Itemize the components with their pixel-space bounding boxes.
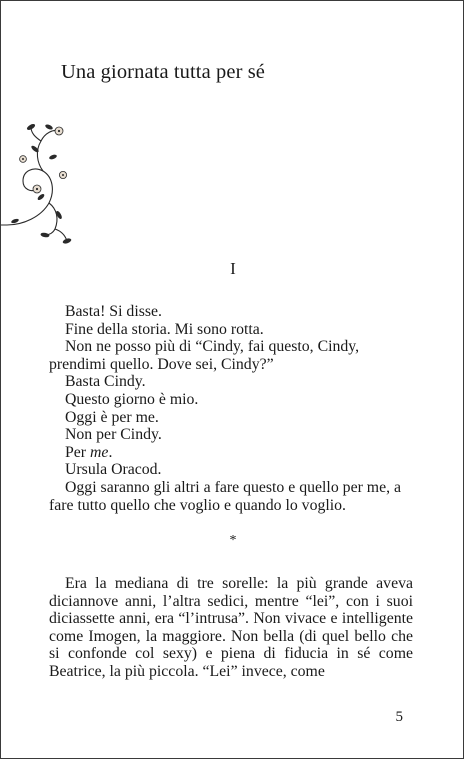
text-block-description	[49, 575, 413, 681]
page-number: 5	[395, 709, 403, 725]
text-line: Basta! Si disse.	[65, 303, 162, 320]
text-line: fare tutto quello che voglio e quando lo voglio.	[49, 496, 347, 514]
chapter-title: Una giornata tutta per sé	[61, 61, 266, 83]
text-line: Ursula Oracod.	[65, 461, 162, 479]
text-line: Per me.	[65, 443, 113, 461]
text-line: Non per Cindy.	[65, 426, 162, 444]
text-line: Questo giorno è mio.	[65, 390, 199, 408]
paragraph: Era la mediana di tre sorelle: la più grande aveva diciannove anni, l’altra sedici, mentre “lei”, con i suoi diciassette anni, era “l’intrusa”. Non vivace e intelligente come Imogen, la maggiore. Non bella (di quel bello che si confonde col sexy) e piena di fiducia in sé come Beatrice, la più piccola. “Lei” invece, come	[49, 575, 413, 680]
text-block-opening	[49, 303, 413, 514]
floral-vine-icon	[1, 119, 81, 247]
text-line: prendimi quello. Dove sei, Cindy?”	[49, 355, 274, 373]
text-line: Fine della storia. Mi sono rotta.	[65, 320, 264, 338]
text-line: Oggi saranno gli altri a fare questo e quello per me, a	[65, 478, 402, 496]
text-line: Non ne posso più di “Cindy, fai questo, Cindy,	[65, 338, 360, 356]
text-line: Basta Cindy.	[65, 373, 146, 391]
chapter-number: I	[230, 259, 236, 278]
section-separator: *	[229, 533, 237, 548]
text-line: Oggi è per me.	[65, 408, 159, 426]
